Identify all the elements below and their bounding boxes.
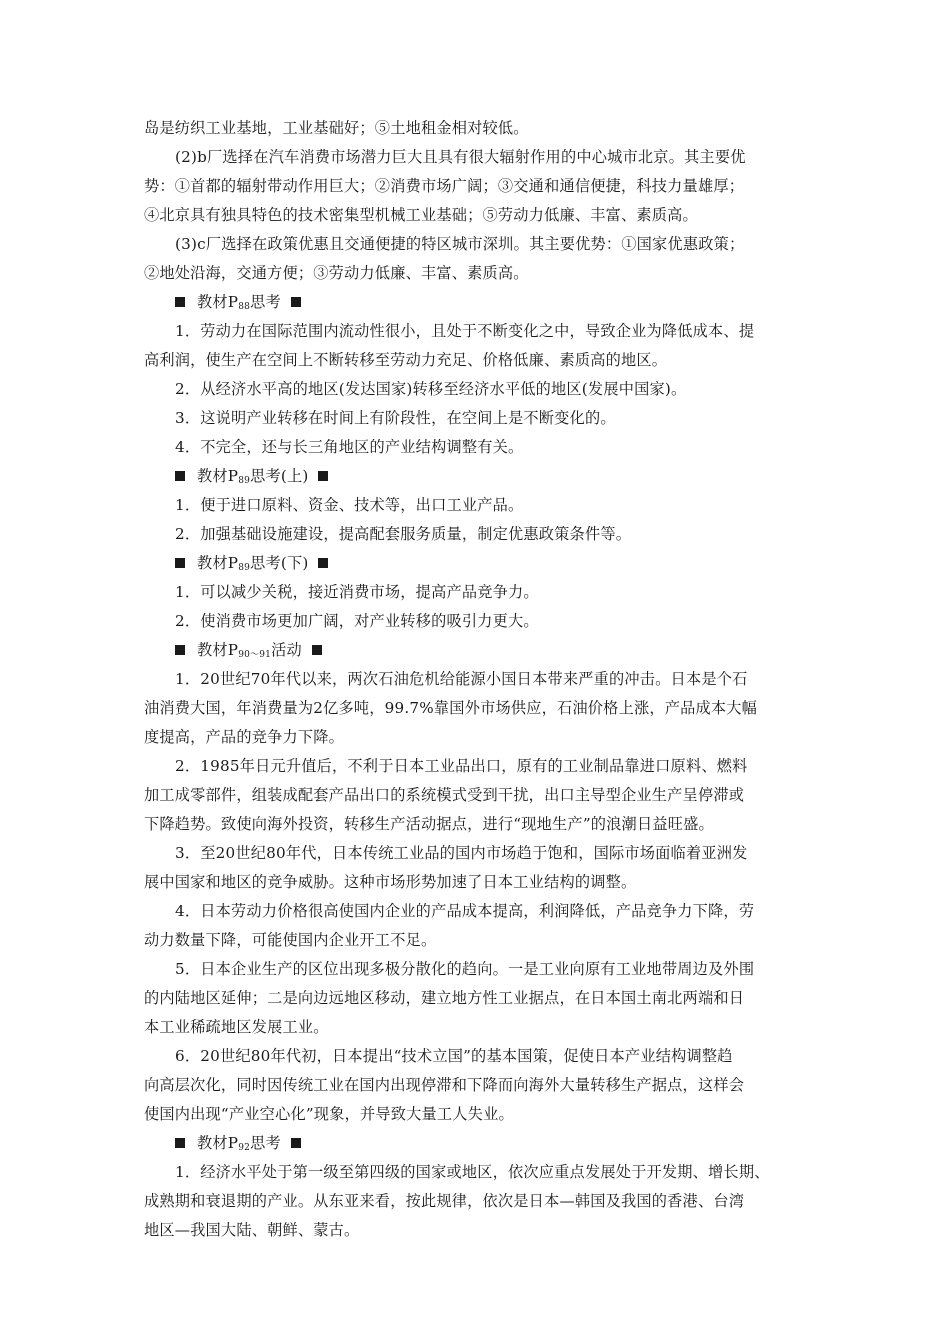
- text-line: 向高层次化，同时因传统工业在国内出现停滞和下降而向海外大量转移生产据点，这样会: [144, 1076, 745, 1094]
- text-line: ②地处沿海，交通方便；③劳动力低廉、丰富、素质高。: [144, 264, 529, 282]
- square-bullet-icon: [175, 471, 185, 481]
- text-line: 2．加强基础设施建设，提高配套服务质量，制定优惠政策条件等。: [175, 525, 632, 543]
- section-heading-p90-91: 教材$P_{90\sim 91}$活动: [144, 636, 808, 665]
- text-line: 4．不完全，还与长三角地区的产业结构调整有关。: [175, 438, 524, 456]
- text-line: 岛是纺织工业基地，工业基础好；⑤土地租金相对较低。: [144, 119, 529, 137]
- text-line: 2．使消费市场更加广阔，对产业转移的吸引力更大。: [175, 612, 539, 630]
- text-line: 地区—我国大陆、朝鲜、蒙古。: [144, 1221, 360, 1239]
- text-line: 3．这说明产业转移在时间上有阶段性，在空间上是不断变化的。: [175, 409, 616, 427]
- section-heading-p92: 教材$P_{92}$思考: [144, 1129, 808, 1158]
- text-line: 2．从经济水平高的地区(发达国家)转移至经济水平低的地区(发展中国家)。: [175, 380, 687, 398]
- square-bullet-icon: [291, 1138, 301, 1148]
- text-line: 4．日本劳动力价格很高使国内企业的产品成本提高，利润降低，产品竞争力下降，劳: [175, 902, 755, 920]
- text-line: (2)b厂选择在汽车消费市场潜力巨大且具有很大辐射作用的中心城市北京。其主要优: [175, 148, 746, 166]
- text-line: (3)c厂选择在政策优惠且交通便捷的特区城市深圳。其主要优势：①国家优惠政策；: [175, 235, 745, 253]
- document-body: [144, 114, 808, 1245]
- square-bullet-icon: [291, 297, 301, 307]
- text-line: 加工成零部件，组装成配套产品出口的系统模式受到干扰，出口主导型企业生产呈停滞或: [144, 786, 745, 804]
- section-heading-p88: 教材$P_{88}$思考: [144, 288, 808, 317]
- text-line: 6．20世纪80年代初，日本提出“技术立国”的基本国策，促使日本产业结构调整趋: [175, 1047, 733, 1065]
- text-line: 高利润，使生产在空间上不断转移至劳动力充足、价格低廉、素质高的地区。: [144, 351, 668, 369]
- text-line: 1．经济水平处于第一级至第四级的国家或地区，依次应重点发展处于开发期、增长期、: [175, 1163, 770, 1181]
- text-line: 度提高，产品的竞争力下降。: [144, 728, 345, 746]
- section-heading-p89-lower: 教材$P_{89}$思考(下): [144, 549, 808, 578]
- text-line: 2．1985年日元升值后，不利于日本工业品出口，原有的工业制品靠进口原料、燃料: [175, 757, 748, 775]
- text-line: 本工业稀疏地区发展工业。: [144, 1018, 329, 1036]
- text-line: ④北京具有独具特色的技术密集型机械工业基础；⑤劳动力低廉、丰富、素质高。: [144, 206, 698, 224]
- text-line: 的内陆地区延伸；二是向边远地区移动，建立地方性工业据点，在日本国土南北两端和日: [144, 989, 745, 1007]
- text-line: 下降趋势。致使向海外投资，转移生产活动据点，进行“现地生产”的浪潮日益旺盛。: [144, 815, 714, 833]
- section-heading-p89-upper: 教材$P_{89}$思考(上): [144, 462, 808, 491]
- text-line: 3．至20世纪80年代，日本传统工业品的国内市场趋于饱和，国际市场面临着亚洲发: [175, 844, 748, 862]
- text-line: 1．劳动力在国际范围内流动性很小，且处于不断变化之中，导致企业为降低成本、提: [175, 322, 755, 340]
- square-bullet-icon: [175, 645, 185, 655]
- text-line: 动力数量下降，可能使国内企业开工不足。: [144, 931, 437, 949]
- text-line: 使国内出现“产业空心化”现象，并导致大量工人失业。: [144, 1105, 514, 1123]
- square-bullet-icon: [175, 297, 185, 307]
- text-line: 展中国家和地区的竞争威胁。这种市场形势加速了日本工业结构的调整。: [144, 873, 637, 891]
- square-bullet-icon: [312, 645, 322, 655]
- text-line: 势：①首都的辐射带动作用巨大；②消费市场广阔；③交通和通信便捷，科技力量雄厚；: [144, 177, 745, 195]
- text-line: 1．20世纪70年代以来，两次石油危机给能源小国日本带来严重的冲击。日本是个石: [175, 670, 748, 688]
- square-bullet-icon: [318, 558, 328, 568]
- text-line: 5．日本企业生产的区位出现多极分散化的趋向。一是工业向原有工业地带周边及外围: [175, 960, 755, 978]
- text-line: 1．可以减少关税，接近消费市场，提高产品竞争力。: [175, 583, 539, 601]
- square-bullet-icon: [175, 1138, 185, 1148]
- text-line: 油消费大国，年消费量为2亿多吨，99.7%靠国外市场供应，石油价格上涨，产品成本大幅: [144, 699, 758, 717]
- square-bullet-icon: [318, 471, 328, 481]
- text-line: 1．便于进口原料、资金、技术等，出口工业产品。: [175, 496, 524, 514]
- square-bullet-icon: [175, 558, 185, 568]
- text-line: 成熟期和衰退期的产业。从东亚来看，按此规律，依次是日本—韩国及我国的香港、台湾: [144, 1192, 745, 1210]
